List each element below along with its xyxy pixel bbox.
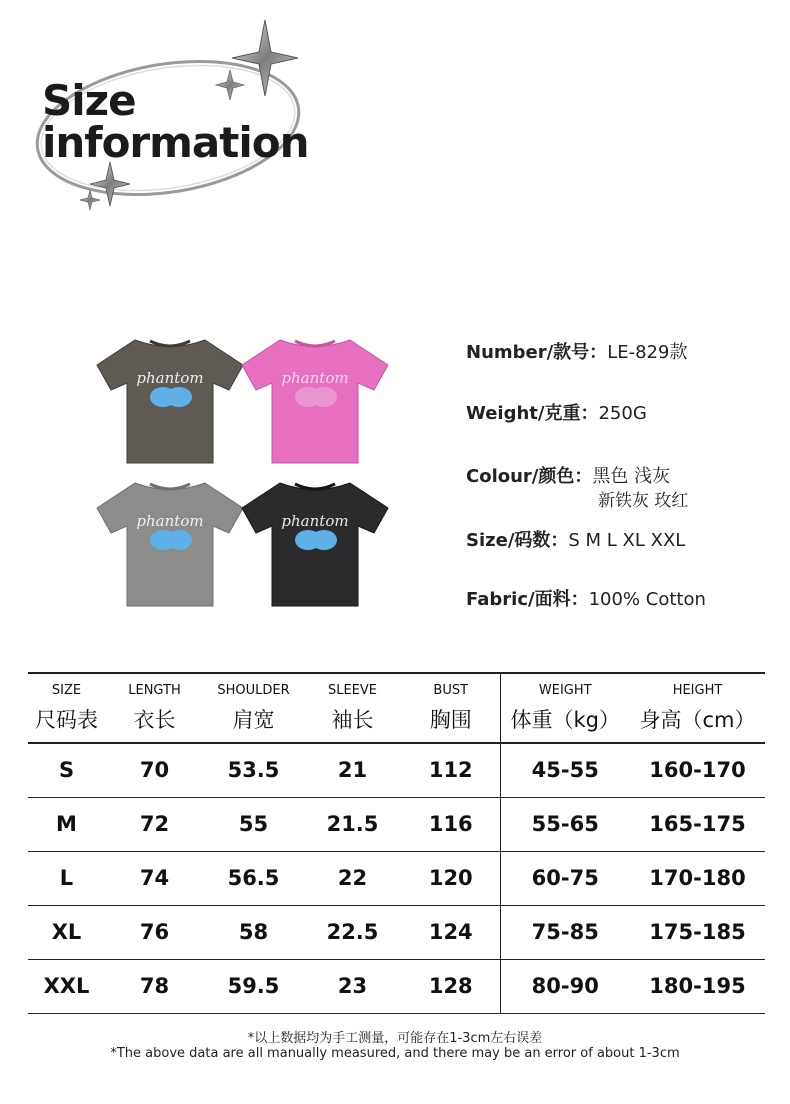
cell-height: 160-170: [649, 758, 746, 783]
header-height: HEIGHT 身高（cm）: [639, 682, 756, 732]
header-sleeve: SLEEVE 袖长: [327, 682, 378, 732]
spec-weight: [466, 399, 647, 425]
cell-size: M: [56, 812, 77, 836]
cell-weight: 75-85: [500, 905, 630, 959]
spec-value: 100% Cotton: [588, 589, 706, 610]
cell-sleeve: 21.5: [326, 812, 379, 836]
cell-sleeve: 23: [337, 974, 368, 998]
cell-bust: 112: [428, 758, 473, 783]
spec-label: Number/款号：: [466, 342, 608, 363]
table-header-row: [28, 673, 765, 743]
cell-length: 74: [139, 866, 170, 890]
spec-label: Size/码数：: [466, 530, 569, 551]
cell-shoulder: 55: [238, 812, 269, 836]
cell-sleeve: 21: [337, 758, 368, 783]
header-weight: WEIGHT 体重（kg）: [500, 673, 630, 743]
cell-length: 72: [139, 812, 170, 836]
cell-size: XXL: [43, 974, 90, 998]
spec-label: Colour/颜色：: [466, 466, 593, 487]
cell-shoulder: 56.5: [227, 866, 280, 890]
header-shoulder: SHOULDER 肩宽: [217, 682, 290, 732]
note-chinese: *以上数据均为手工测量，可能存在1-3cm左右误差: [247, 1031, 543, 1046]
spec-colour: [466, 462, 670, 488]
cell-bust: 128: [428, 974, 473, 998]
title-size: Size: [42, 76, 136, 125]
print-text: phantom: [281, 512, 349, 530]
spec-number: [466, 338, 687, 364]
spec-value: 250G: [598, 403, 647, 424]
cell-bust: 124: [428, 920, 473, 944]
tshirt-image-light-gray: [95, 478, 245, 608]
print-text: phantom: [281, 369, 349, 387]
spec-size: [466, 526, 685, 552]
cell-length: 78: [139, 974, 170, 998]
cell-bust: 120: [428, 866, 473, 890]
spec-value: S M L XL XXL: [568, 530, 686, 551]
table-row: [28, 851, 765, 905]
cell-weight: 80-90: [500, 959, 630, 1013]
table-row: [28, 959, 765, 1013]
spec-value: 黑色 浅灰: [592, 466, 671, 487]
table-row: [28, 797, 765, 851]
spec-value: LE-829款: [607, 342, 688, 363]
title-information: information: [42, 118, 309, 167]
header: [0, 0, 790, 230]
tshirt-image-dark-gray: [95, 335, 245, 465]
cell-height: 180-195: [649, 974, 746, 998]
cell-height: 175-185: [649, 920, 746, 944]
cell-weight: 55-65: [500, 797, 630, 851]
cell-shoulder: 53.5: [227, 758, 280, 783]
cell-sleeve: 22.5: [326, 920, 379, 944]
cell-size: L: [59, 866, 74, 890]
cell-length: 70: [139, 758, 170, 783]
print-text: phantom: [136, 369, 204, 387]
spec-colour-line2: 新铁灰 玫红: [598, 491, 689, 511]
product-images: [90, 335, 400, 610]
cell-weight: 60-75: [500, 851, 630, 905]
tshirt-image-pink: [240, 335, 390, 465]
spec-fabric: [466, 585, 706, 611]
sparkle-icon: [216, 70, 244, 100]
cell-size: S: [58, 758, 75, 783]
cell-length: 76: [139, 920, 170, 944]
sparkle-icon: [80, 190, 100, 210]
header-bust: BUST 胸围: [429, 682, 472, 732]
cell-height: 170-180: [649, 866, 746, 890]
table-row: [28, 743, 765, 797]
cell-size: XL: [51, 920, 82, 944]
cell-shoulder: 58: [238, 920, 269, 944]
note-english: *The above data are all manually measured, and there may be an error of about 1-3cm: [110, 1046, 680, 1061]
cell-sleeve: 22: [337, 866, 368, 890]
print-text: phantom: [136, 512, 204, 530]
header-length: LENGTH 衣长: [128, 682, 181, 732]
cell-bust: 116: [428, 812, 473, 836]
header-size: SIZE 尺码表: [35, 682, 98, 732]
cell-height: 165-175: [649, 812, 746, 836]
cell-shoulder: 59.5: [227, 974, 280, 998]
spec-label: Fabric/面料：: [466, 589, 589, 610]
cell-weight: 45-55: [500, 743, 630, 797]
size-table: [28, 672, 765, 1014]
spec-label: Weight/克重：: [466, 403, 599, 424]
table-row: [28, 905, 765, 959]
tshirt-image-black: [240, 478, 390, 608]
